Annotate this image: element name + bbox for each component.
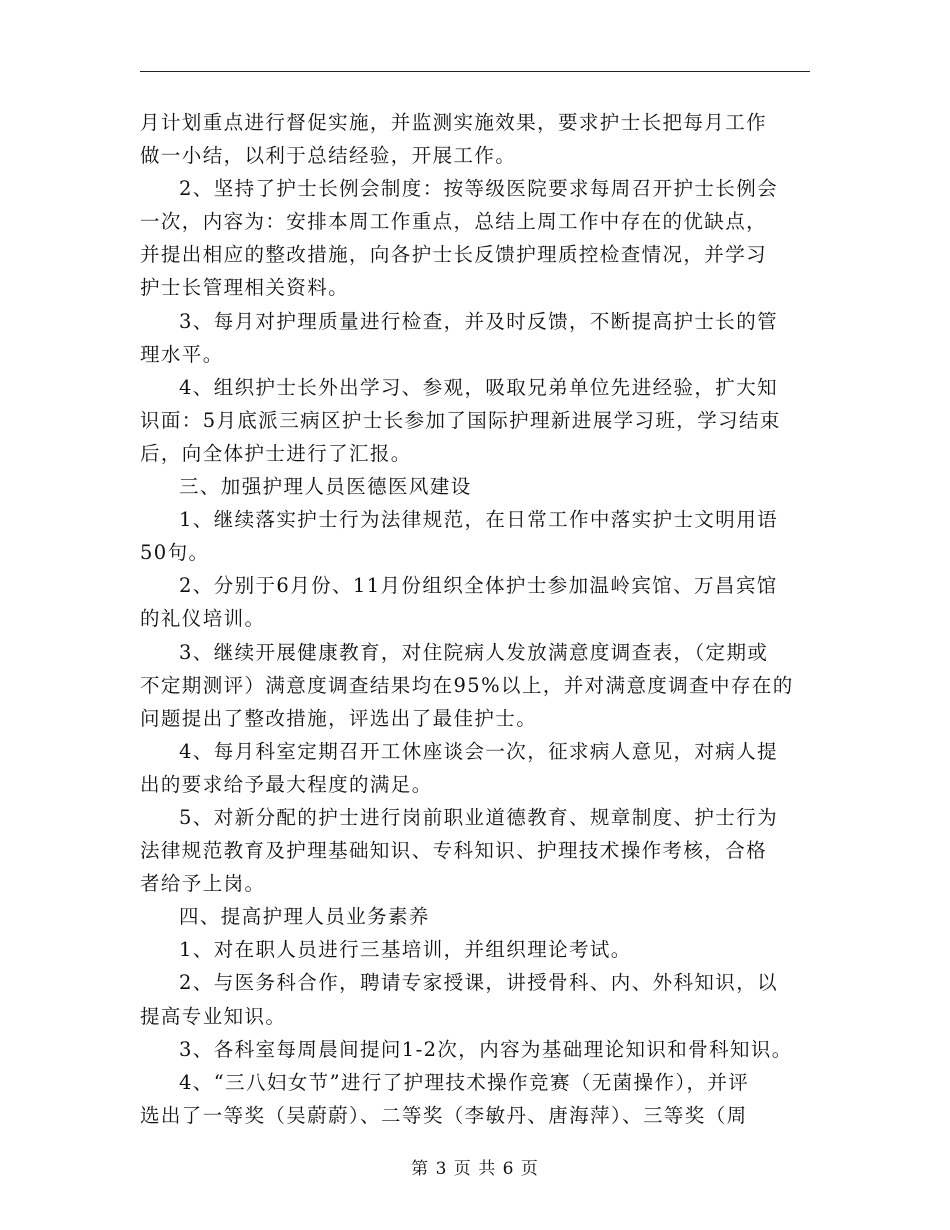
text-line: 的礼仪培训。	[140, 607, 266, 631]
text-line: 一次，内容为：安排本周工作重点，总结上周工作中存在的优缺点，	[140, 210, 768, 234]
text-line: 4、“三八妇女节”进行了护理技术操作竞赛（无菌操作），并评	[179, 1070, 750, 1094]
document-body	[140, 106, 830, 1132]
text-line: 后，向全体护士进行了汇报。	[140, 441, 412, 465]
text-line: 3、每月对护理质量进行检查，并及时反馈，不断提高护士长的管	[179, 309, 779, 333]
header-rule	[140, 71, 810, 72]
text-line: 护士长管理相关资料。	[140, 276, 350, 300]
text-line: 法律规范教育及护理基础知识、专科知识、护理技术操作考核，合格	[140, 839, 768, 863]
text-line: 4、组织护士长外出学习、参观，吸取兄弟单位先进经验，扩大知	[179, 375, 779, 399]
text-line: 出的要求给予最大程度的满足。	[140, 772, 433, 796]
text-line: 理水平。	[140, 342, 224, 366]
text-line: 3、各科室每周晨间提问1-2次，内容为基础理论知识和骨科知识。	[179, 1037, 793, 1061]
text-line: 50句。	[140, 541, 210, 565]
text-line: 做一小结，以利于总结经验，开展工作。	[140, 144, 517, 168]
text-line: 识面：5月底派三病区护士长参加了国际护理新进展学习班，学习结束	[140, 408, 781, 432]
text-line: 不定期测评）满意度调查结果均在95%以上，并对满意度调查中存在的	[140, 673, 794, 697]
text-line: 4、每月科室定期召开工休座谈会一次，征求病人意见，对病人提	[179, 739, 779, 763]
text-line: 者给予上岗。	[140, 872, 266, 896]
text-line: 2、坚持了护士长例会制度：按等级医院要求每周召开护士长例会	[179, 177, 779, 201]
text-line: 5、对新分配的护士进行岗前职业道德教育、规章制度、护士行为	[179, 805, 779, 829]
text-line: 问题提出了整改措施，评选出了最佳护士。	[140, 706, 538, 730]
text-line: 三、加强护理人员医德医风建设	[179, 475, 472, 499]
text-line: 提高专业知识。	[140, 1004, 287, 1028]
text-line: 四、提高护理人员业务素养	[179, 905, 430, 929]
text-line: 3、继续开展健康教育，对住院病人发放满意度调查表，（定期或	[179, 640, 769, 664]
text-line: 1、继续落实护士行为法律规范，在日常工作中落实护士文明用语	[179, 508, 779, 532]
text-line: 并提出相应的整改措施，向各护士长反馈护理质控检查情况，并学习	[140, 243, 768, 267]
text-line: 2、与医务科合作，聘请专家授课，讲授骨科、内、外科知识，以	[179, 971, 779, 995]
text-line: 2、分别于6月份、11月份组织全体护士参加温岭宾馆、万昌宾馆	[179, 574, 778, 598]
page-footer: 第 3 页 共 6 页	[411, 1159, 539, 1179]
text-line: 选出了一等奖（吴蔚蔚）、二等奖（李敏丹、唐海萍）、三等奖（周	[140, 1103, 748, 1127]
text-line: 月计划重点进行督促实施，并监测实施效果，要求护士长把每月工作	[140, 111, 768, 134]
text-line: 1、对在职人员进行三基培训，并组织理论考试。	[179, 938, 632, 962]
